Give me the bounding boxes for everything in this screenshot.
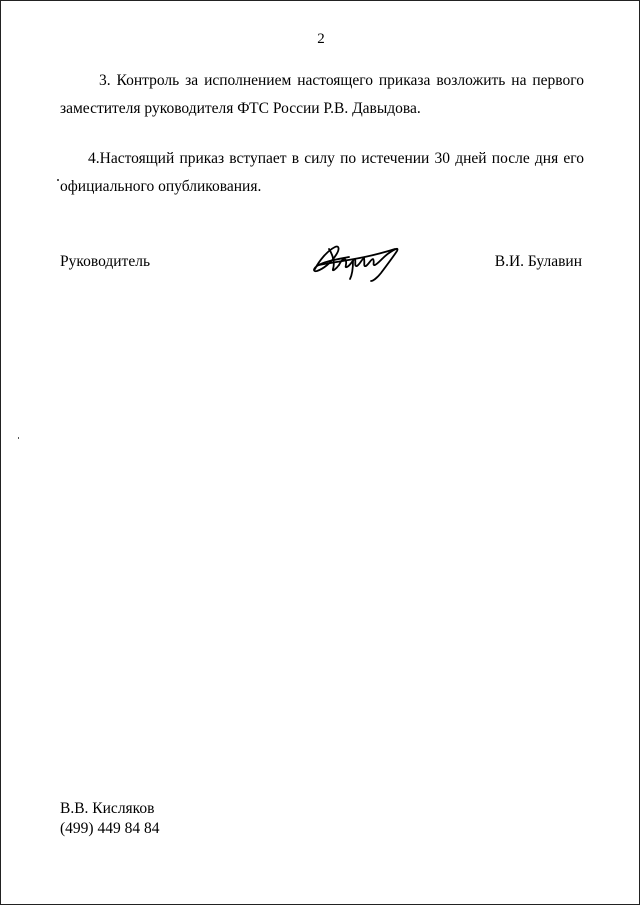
scan-speck [18,437,19,439]
page-number: 2 [317,31,325,47]
handwritten-signature-icon [309,239,401,283]
signatory-role: Руководитель [60,253,151,270]
executor-block [60,799,159,839]
executor-phone: (499) 449 84 84 [60,820,160,837]
paragraph-item-3: 3. Контроль за исполнением настоящего приказа возложить на первого заместителя руководителя ФТС России Р.В. Давыдова. [60,72,584,117]
paragraph-item-4: 4.Настоящий приказ вступает в силу по истечении 30 дней после дня его официального опубликования. [60,150,584,195]
executor-name: В.В. Кисляков [60,800,155,817]
signatory-name: В.И. Булавин [494,253,582,270]
scan-speck [57,179,59,181]
